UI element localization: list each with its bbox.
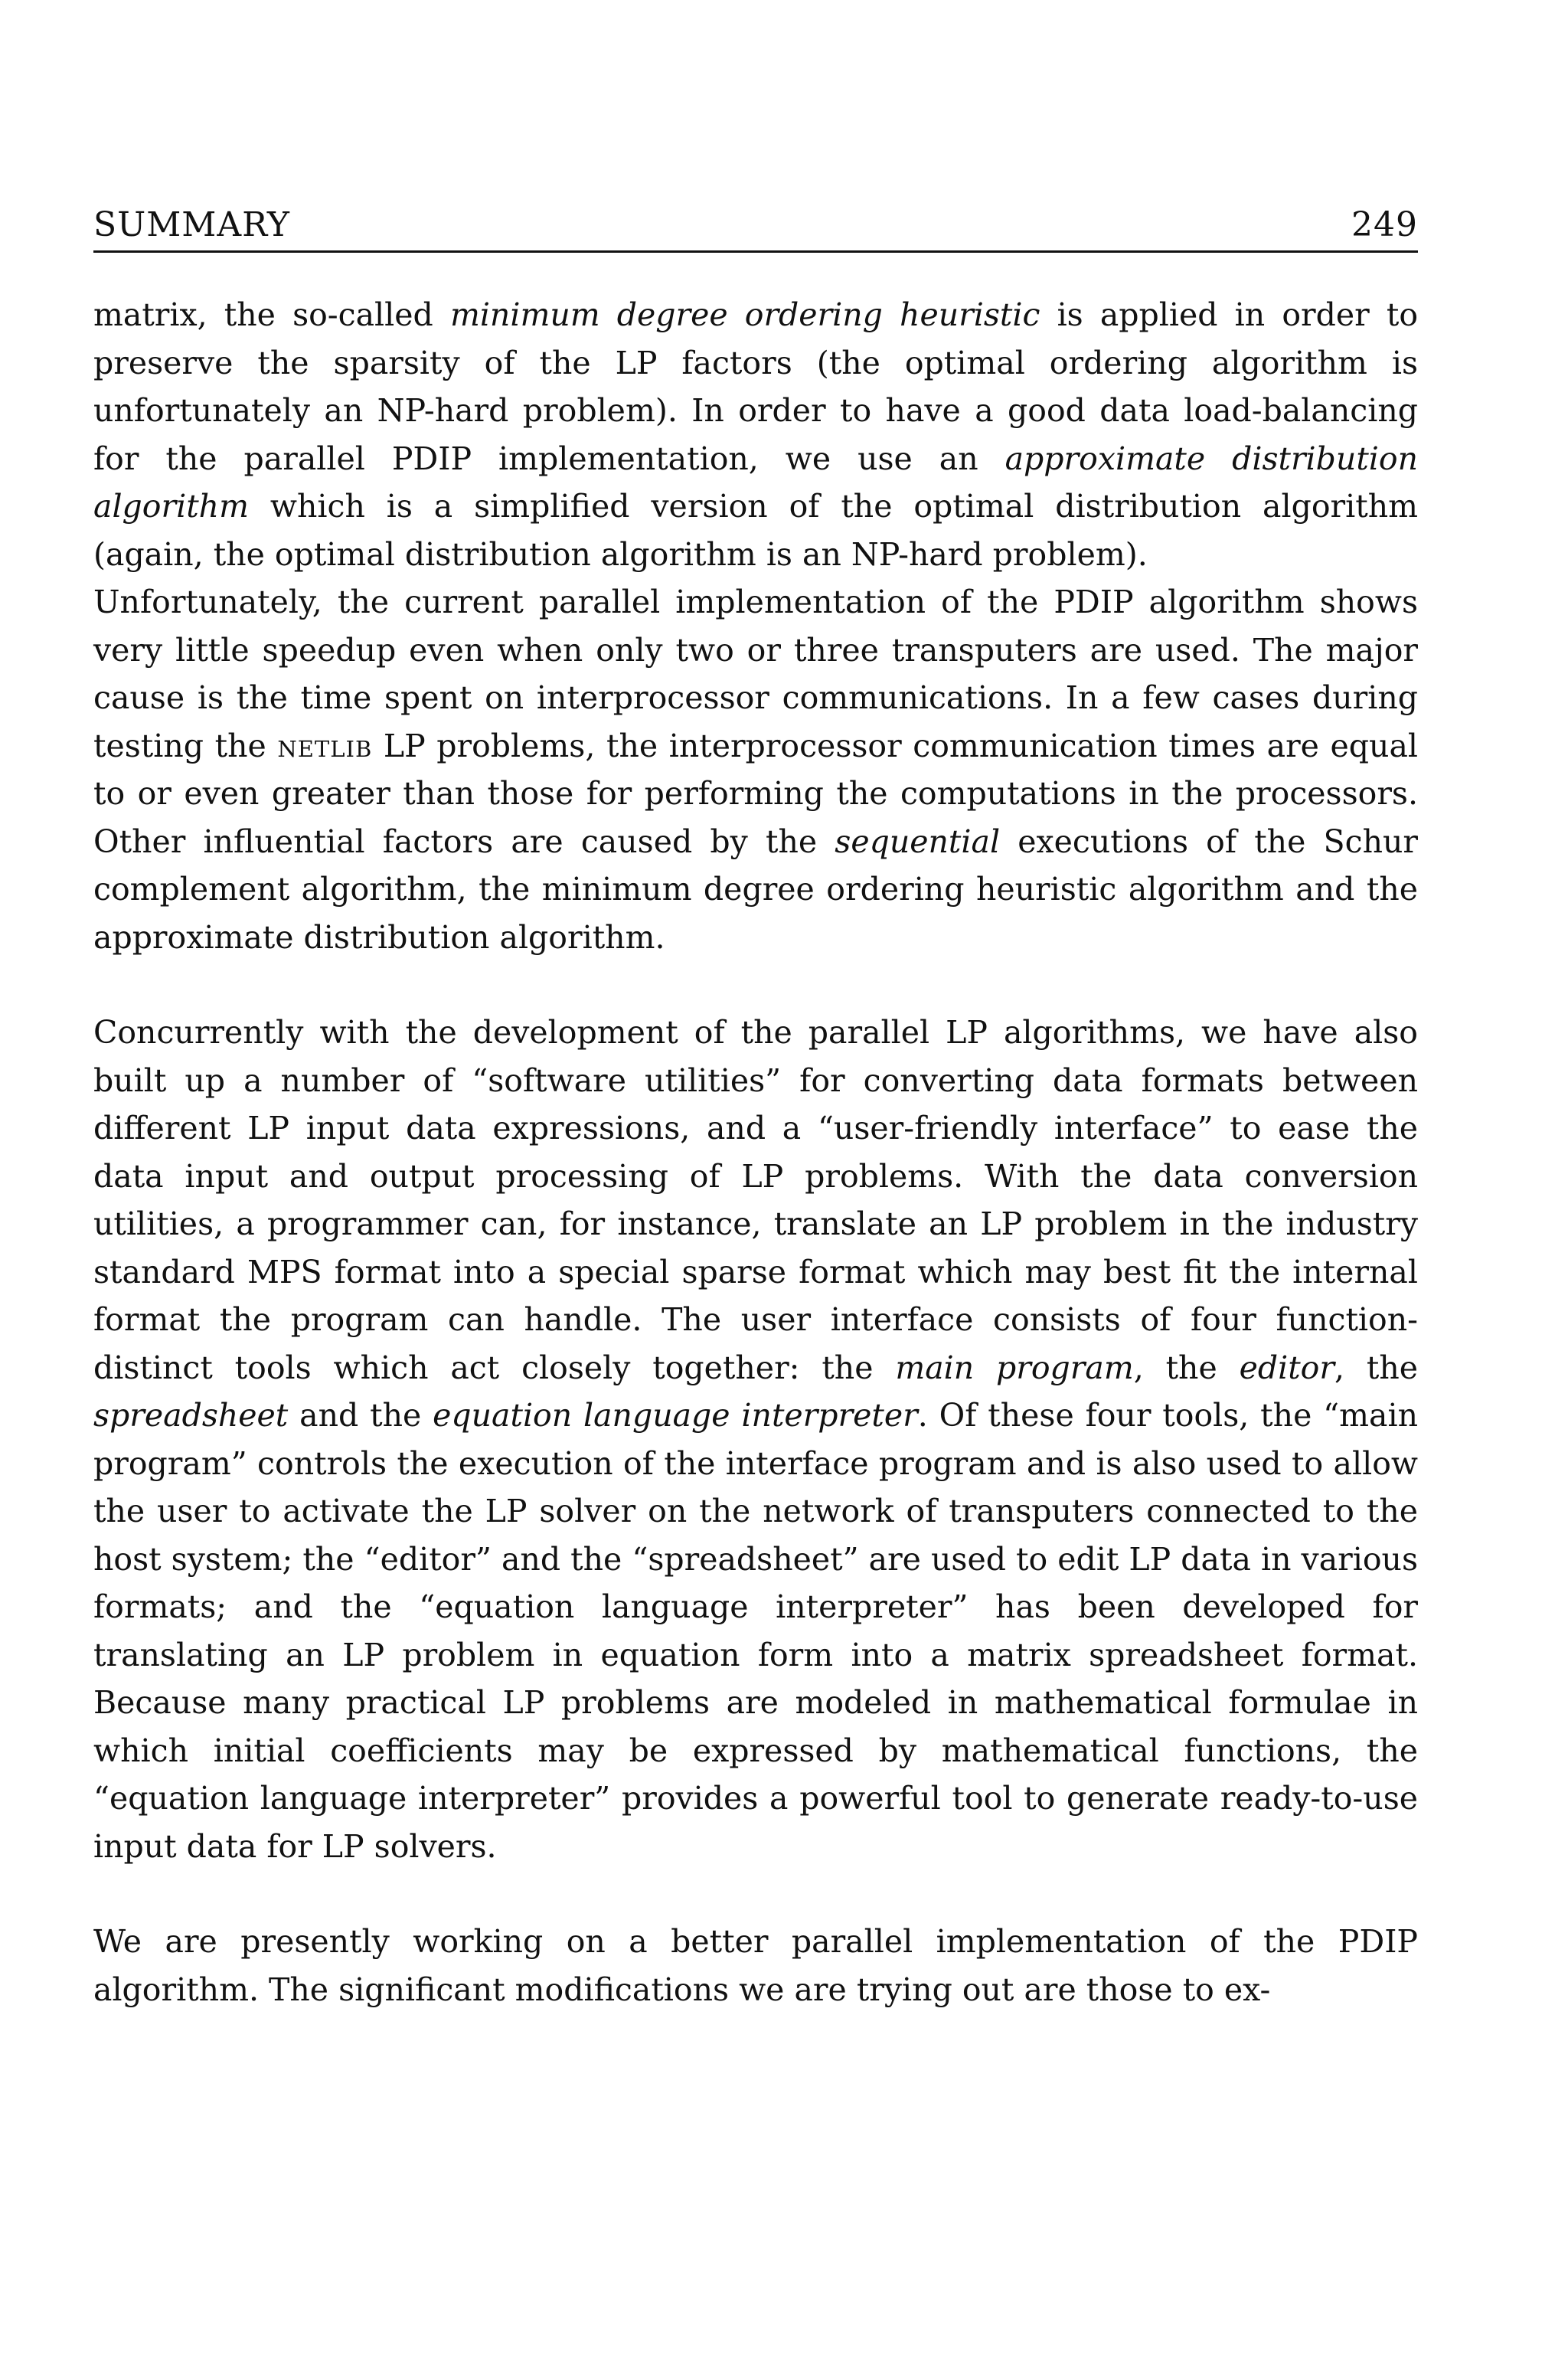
text-run: matrix, the so-called	[93, 296, 450, 333]
text-run: LP problems, the interprocessor communication times are equal to or even greater than those for performing the computations in the processors. Other influential factors are caused by the	[93, 727, 1419, 860]
netlib-smallcaps: netlib	[277, 727, 373, 764]
text-run: Unfortunately, the current parallel implementation of the PDIP algorithm shows very little speedup even when only two or three transputers are used. The major cause is the time spent on interprocessor communications. In a few cases during testing the	[93, 584, 1418, 764]
emphasis: equation language interpreter	[433, 1397, 918, 1434]
emphasis: sequential	[835, 823, 1001, 860]
emphasis: approximate distribution algorithm	[93, 440, 1419, 525]
page	[93, 205, 1418, 2013]
text-run: is applied in order to preserve the sparsity of the LP factors (the optimal ordering algorithm is unfortunately an NP-hard problem). In order to have a good data load-balancing for the parallel PDIP implementation, we use an	[93, 296, 1418, 477]
emphasis: editor	[1239, 1349, 1334, 1386]
paragraph-4	[93, 1918, 1418, 2013]
emphasis: minimum degree ordering heuristic	[449, 296, 1040, 333]
body-text	[93, 291, 1418, 2013]
section-title: SUMMARY	[93, 205, 290, 244]
text-run: executions of the Schur complement algorithm, the minimum degree ordering heuristic algorithm and the approximate distribution algorithm.	[93, 823, 1418, 956]
text-run: We are presently working on a better parallel implementation of the PDIP algorithm. The significant modifications we are trying out are those to ex-	[93, 1923, 1418, 2008]
paragraph-1	[93, 291, 1418, 578]
emphasis: main program	[895, 1349, 1134, 1386]
text-run: Concurrently with the development of the parallel LP algorithms, we have also built up a number of “software utilities” for converting data formats between different LP input data expressions, and a “user-friendly interface” to ease the data input and output processing of LP problems. With the data conversion utilities, a programmer can, for instance, translate an LP problem in the industry standard MPS format into a special sparse format which may best fit the internal format the program can handle. The user interface consists of four function-distinct tools which act closely together: the	[93, 1014, 1418, 1386]
emphasis: spreadsheet	[93, 1397, 289, 1434]
running-head	[93, 205, 1418, 253]
text-run: , the	[1334, 1349, 1418, 1386]
paragraph-3	[93, 1009, 1418, 1870]
text-run: which is a simplified version of the optimal distribution algorithm (again, the optimal distribution algorithm is an NP-hard problem).	[93, 488, 1418, 573]
text-run: and the	[288, 1397, 433, 1434]
text-run: , the	[1133, 1349, 1240, 1386]
page-number: 249	[1351, 205, 1418, 244]
text-run: . Of these four tools, the “main program” controls the execution of the interface program and is also used to allow the user to activate the LP solver on the network of transputers connected to the host system; the “editor” and the “spreadsheet” are used to edit LP data in various formats; and the “equation language interpreter” has been developed for translating an LP problem in equation form into a matrix spreadsheet format. Because many practical LP problems are modeled in mathematical formulae in which initial coefficients may be expressed by mathematical functions, the “equation language interpreter” provides a powerful tool to generate ready-to-use input data for LP solvers.	[93, 1397, 1418, 1865]
paragraph-2	[93, 578, 1418, 961]
